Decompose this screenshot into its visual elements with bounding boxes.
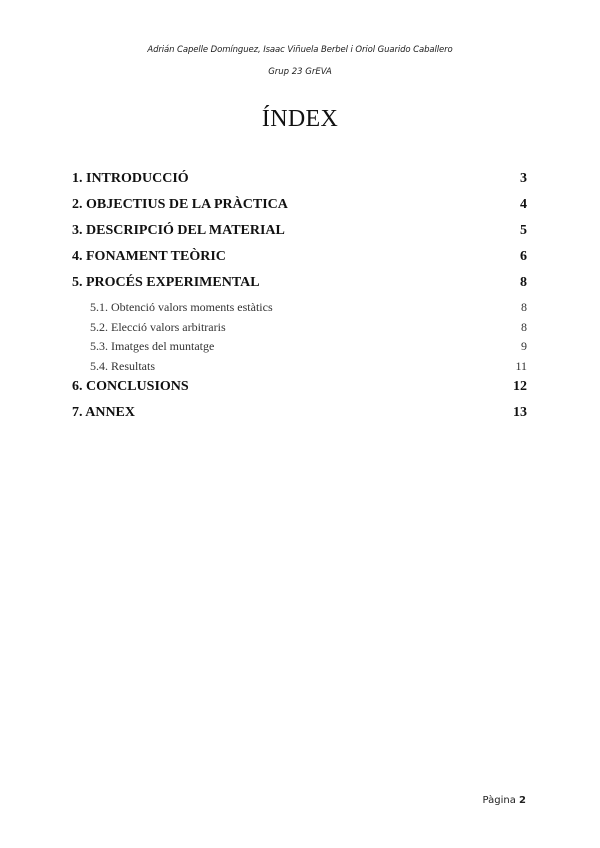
toc-subentry-page: 8 [521, 319, 527, 334]
toc-entry-page: 4 [520, 197, 527, 212]
header-group: Grup 23 GrEVA [268, 67, 332, 77]
toc-entry-page: 12 [513, 379, 527, 394]
header-authors: Adrián Capelle Domínguez, Isaac Viñuela Berbel i Oriol Guarido Caballero [147, 45, 453, 55]
toc-subentry-imatges[interactable] [72, 337, 527, 357]
toc-subentry-label: 5.2. Elecció valors arbitraris [90, 319, 226, 334]
toc-subentry-resultats[interactable] [72, 357, 527, 377]
page-footer [483, 795, 526, 806]
toc-subentry-eleccio[interactable] [72, 318, 527, 338]
toc-subentry-page: 8 [521, 300, 527, 314]
toc-subentry-obtencio[interactable] [72, 298, 527, 318]
toc-entry-label: 5. PROCÉS EXPERIMENTAL [72, 275, 260, 290]
toc-entry-page: 13 [513, 405, 527, 420]
toc-entry-conclusions[interactable] [72, 376, 527, 402]
toc-entry-label: 1. INTRODUCCIÓ [72, 171, 189, 186]
table-of-contents [72, 168, 527, 428]
toc-entry-label: 7. ANNEX [72, 405, 136, 420]
toc-subentry-label: 5.4. Resultats [90, 358, 155, 373]
toc-subentry-page: 9 [521, 339, 527, 353]
toc-entry-objectius[interactable] [72, 194, 527, 220]
toc-entry-annex[interactable] [72, 402, 527, 428]
toc-entry-page: 8 [520, 275, 527, 290]
toc-entry-label: 3. DESCRIPCIÓ DEL MATERIAL [72, 223, 285, 238]
toc-entry-page: 3 [520, 171, 527, 186]
toc-entry-label: 4. FONAMENT TEÒRIC [72, 249, 226, 264]
toc-entry-page: 6 [520, 249, 527, 264]
page-title: ÍNDEX [261, 106, 339, 132]
toc-entry-label: 6. CONCLUSIONS [72, 379, 189, 394]
toc-entry-introduccio[interactable] [72, 168, 527, 194]
toc-entry-proces[interactable] [72, 272, 527, 298]
toc-entry-descripcio[interactable] [72, 220, 527, 246]
toc-entry-page: 5 [520, 223, 527, 238]
toc-entry-label: 2. OBJECTIUS DE LA PRÀCTICA [72, 197, 288, 212]
footer-page-label: Pàgina [482, 795, 516, 806]
toc-subentry-label: 5.3. Imatges del muntatge [90, 339, 215, 353]
toc-subentry-label: 5.1. Obtenció valors moments estàtics [90, 300, 273, 314]
footer-page-number: 2 [519, 795, 526, 806]
toc-entry-fonament[interactable] [72, 246, 527, 272]
toc-subentry-page: 11 [515, 358, 527, 373]
